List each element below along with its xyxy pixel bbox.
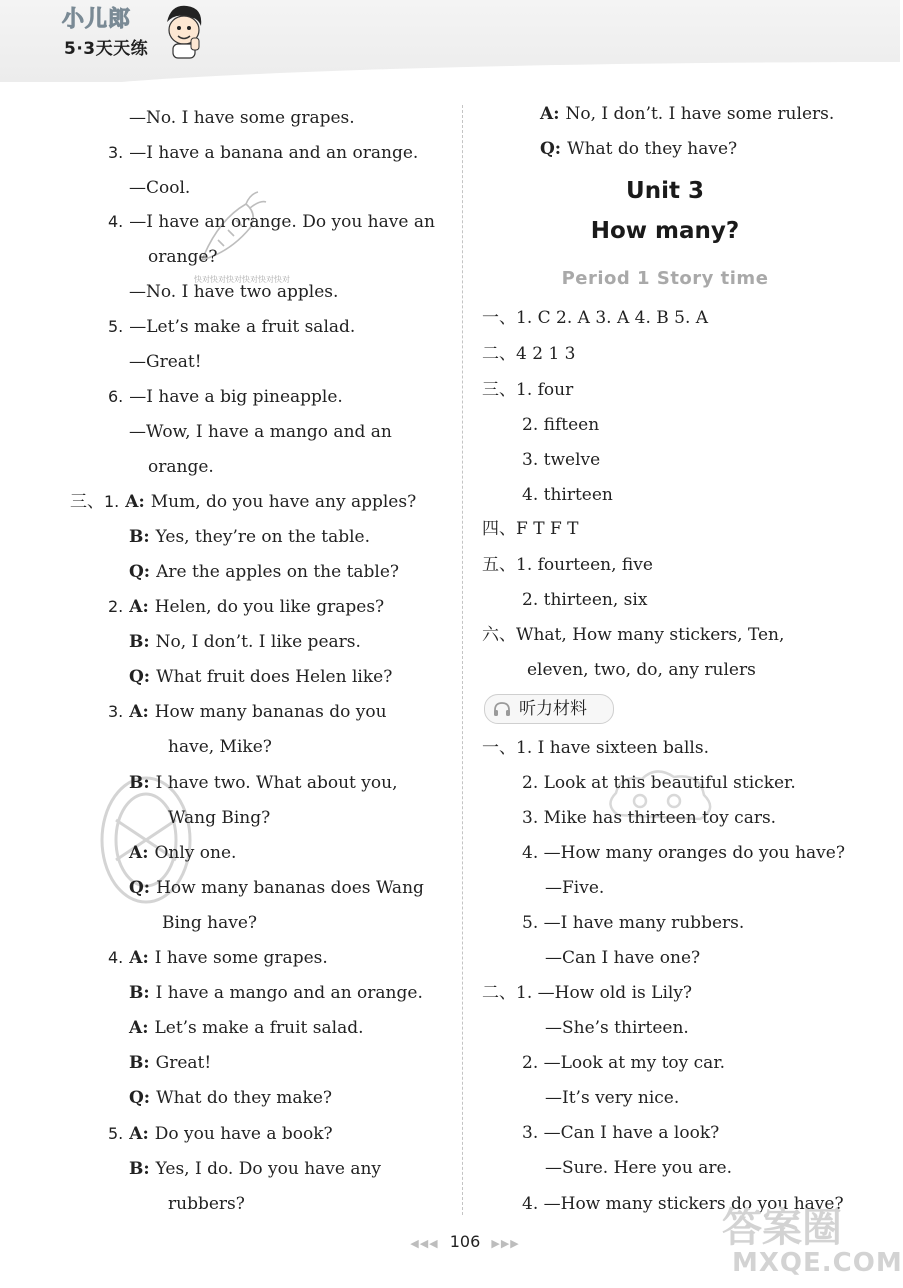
item-number: 4. (108, 948, 124, 967)
line-text: How many bananas does Wang (156, 878, 424, 898)
text-line (162, 911, 257, 935)
speaker-label: B: (129, 632, 150, 652)
line-text: —Great! (129, 352, 202, 372)
series-name: 5·3天天练 (64, 39, 149, 59)
line-text: Great! (155, 1053, 212, 1073)
text-line (129, 525, 370, 549)
item-number: 3. (108, 143, 124, 162)
section-marker: 五、 (482, 555, 516, 575)
item-number: 2. (108, 597, 124, 616)
column-divider (462, 105, 463, 1215)
section-marker: 一、 (482, 308, 516, 328)
listening-label-text: 听力材料 (519, 699, 587, 719)
section-marker: 三、 (70, 492, 104, 512)
line-text: —No. I have some grapes. (129, 108, 355, 128)
listening-material-label (484, 694, 614, 724)
next-arrows-icon: ▶▶▶ (491, 1237, 520, 1250)
line-text: —Five. (545, 878, 605, 898)
line-text: Are the apples on the table? (156, 562, 400, 582)
speaker-label: A: (129, 1124, 149, 1144)
line-text: 4. thirteen (522, 485, 613, 505)
text-line (522, 841, 845, 865)
text-line (129, 876, 424, 900)
line-text: Yes, I do. Do you have any (155, 1159, 382, 1179)
mascot-icon (161, 2, 207, 60)
speaker-label: B: (129, 983, 150, 1003)
line-text: 2. fifteen (522, 415, 600, 435)
text-line (540, 137, 737, 161)
text-line (129, 280, 338, 304)
line-text: orange? (148, 247, 218, 267)
section-marker: 一、 (482, 738, 516, 758)
line-text: 4 2 1 3 (516, 344, 576, 364)
text-line (129, 981, 423, 1005)
text-line (482, 736, 709, 760)
item-number: 4. (108, 212, 124, 231)
text-line (108, 210, 435, 234)
line-text: 3. twelve (522, 450, 601, 470)
text-line (522, 1121, 719, 1145)
line-text: 5. —I have many rubbers. (522, 913, 745, 933)
unit-title: Unit 3 (626, 178, 704, 204)
line-text: 1. —How old is Lily? (516, 983, 693, 1003)
unit-subtitle: How many? (590, 218, 740, 244)
line-text: eleven, two, do, any rulers (527, 660, 756, 680)
text-line (522, 588, 647, 612)
section-marker: 二、 (482, 983, 516, 1003)
speaker-label: Q: (129, 1088, 151, 1108)
speaker-label: A: (125, 492, 145, 512)
line-text: I have two. What about you, (155, 773, 398, 793)
watermark-logo: 答案圈 (722, 1205, 842, 1251)
headphones-icon (493, 701, 511, 717)
line-text: No, I don’t. I have some rulers. (565, 104, 835, 124)
speaker-label: Q: (129, 667, 151, 687)
line-text: —Sure. Here you are. (545, 1158, 732, 1178)
text-line (168, 1192, 245, 1216)
line-text: 1. fourteen, five (516, 555, 653, 575)
line-text: —Let’s make a fruit salad. (129, 317, 356, 337)
text-line (482, 553, 653, 577)
text-line (129, 841, 236, 865)
text-line (545, 946, 700, 970)
speaker-label: Q: (129, 878, 151, 898)
item-number: 6. (108, 387, 124, 406)
line-text: What do they make? (156, 1088, 332, 1108)
line-text: —I have an orange. Do you have an (129, 212, 435, 232)
page-number: 106 (449, 1232, 481, 1251)
text-line (108, 595, 384, 619)
line-text: 4. —How many oranges do you have? (522, 843, 845, 863)
line-text: What, How many stickers, Ten, (516, 625, 785, 645)
speaker-label: B: (129, 1053, 150, 1073)
line-text: —Cool. (129, 178, 191, 198)
speaker-label: B: (129, 773, 150, 793)
text-line (527, 658, 756, 682)
section-marker: 三、 (482, 380, 516, 400)
line-text: What fruit does Helen like? (156, 667, 393, 687)
text-line (482, 306, 708, 330)
line-text: —She’s thirteen. (545, 1018, 689, 1038)
speaker-label: A: (129, 948, 149, 968)
line-text: What do they have? (567, 139, 738, 159)
line-text: —Wow, I have a mango and an (129, 422, 392, 442)
speaker-label: A: (129, 1018, 149, 1038)
page-footer (390, 1232, 540, 1256)
item-number: 5. (108, 1124, 124, 1143)
text-line (129, 665, 392, 689)
text-line (545, 1156, 732, 1180)
brand-title: 小儿郎 (62, 7, 132, 32)
series-logo (62, 2, 212, 62)
text-line (129, 106, 355, 130)
speaker-label: A: (129, 597, 149, 617)
text-line (522, 1051, 725, 1075)
text-line (108, 1122, 333, 1146)
section-marker: 二、 (482, 344, 516, 364)
line-text: Wang Bing? (168, 808, 271, 828)
speaker-label: A: (540, 104, 560, 124)
speaker-label: Q: (129, 562, 151, 582)
section-marker: 六、 (482, 625, 516, 645)
text-line (545, 1086, 679, 1110)
line-text: Helen, do you like grapes? (154, 597, 385, 617)
line-text: No, I don’t. I like pears. (155, 632, 361, 652)
line-text: Do you have a book? (154, 1124, 333, 1144)
prev-arrows-icon: ◀◀◀ (410, 1237, 439, 1250)
line-text: 3. Mike has thirteen toy cars. (522, 808, 777, 828)
text-line (522, 413, 599, 437)
text-line (129, 630, 361, 654)
line-text: —I have a banana and an orange. (129, 143, 419, 163)
speaker-label: A: (129, 702, 149, 722)
item-number: 1. (104, 492, 120, 511)
line-text: 1. four (516, 380, 574, 400)
text-line (108, 141, 418, 165)
speaker-label: Q: (540, 139, 562, 159)
line-text: Yes, they’re on the table. (155, 527, 371, 547)
line-text: —I have a big pineapple. (129, 387, 343, 407)
text-line (522, 483, 613, 507)
text-line (129, 1016, 364, 1040)
text-line (522, 806, 776, 830)
text-line (168, 735, 272, 759)
speaker-label: B: (129, 1159, 150, 1179)
text-line (129, 771, 397, 795)
text-line (108, 385, 343, 409)
text-line (545, 876, 604, 900)
text-line (129, 560, 399, 584)
line-text: orange. (148, 457, 214, 477)
line-text: I have a mango and an orange. (155, 983, 423, 1003)
line-text: 1. C 2. A 3. A 4. B 5. A (516, 308, 709, 328)
text-line (482, 378, 573, 402)
text-line (545, 1016, 689, 1040)
text-line (129, 176, 190, 200)
text-line (482, 342, 575, 366)
text-line (168, 806, 270, 830)
line-text: 4. —How many stickers do you have? (522, 1194, 844, 1214)
line-text: —Can I have one? (545, 948, 701, 968)
text-line (108, 946, 328, 970)
line-text: 2. —Look at my toy car. (522, 1053, 725, 1073)
text-line (129, 350, 202, 374)
text-line (129, 1051, 211, 1075)
section-marker: 四、 (482, 519, 516, 539)
speaker-label: A: (129, 843, 149, 863)
text-line (522, 448, 600, 472)
text-line (108, 315, 355, 339)
line-text: I have some grapes. (154, 948, 328, 968)
line-text: F T F T (516, 519, 579, 539)
line-text: —It’s very nice. (545, 1088, 680, 1108)
text-line (70, 490, 416, 514)
line-text: Mum, do you have any apples? (150, 492, 417, 512)
text-line (108, 700, 387, 724)
text-line (482, 517, 578, 541)
text-line (482, 623, 784, 647)
text-line (522, 911, 744, 935)
stamp-text: 快对快对快对快对快对快对 (194, 275, 290, 284)
text-line (129, 1157, 381, 1181)
text-line (482, 981, 692, 1005)
line-text: 2. thirteen, six (522, 590, 648, 610)
text-line (148, 455, 214, 479)
text-line (129, 1086, 332, 1110)
line-text: rubbers? (168, 1194, 245, 1214)
line-text: Bing have? (162, 913, 258, 933)
watermark-url: MXQE.COM (732, 1248, 903, 1278)
line-text: 1. I have sixteen balls. (516, 738, 709, 758)
period-heading: Period 1 Story time (561, 268, 769, 289)
text-line (129, 420, 392, 444)
line-text: have, Mike? (168, 737, 272, 757)
text-line (148, 245, 218, 269)
item-number: 5. (108, 317, 124, 336)
line-text: —No. I have two apples. (129, 282, 339, 302)
line-text: Only one. (154, 843, 237, 863)
corner-watermark (720, 1196, 903, 1284)
text-line (522, 771, 796, 795)
line-text: 3. —Can I have a look? (522, 1123, 720, 1143)
text-line (540, 102, 834, 126)
speaker-label: B: (129, 527, 150, 547)
line-text: Let’s make a fruit salad. (154, 1018, 364, 1038)
line-text: How many bananas do you (154, 702, 387, 722)
item-number: 3. (108, 702, 124, 721)
line-text: 2. Look at this beautiful sticker. (522, 773, 796, 793)
